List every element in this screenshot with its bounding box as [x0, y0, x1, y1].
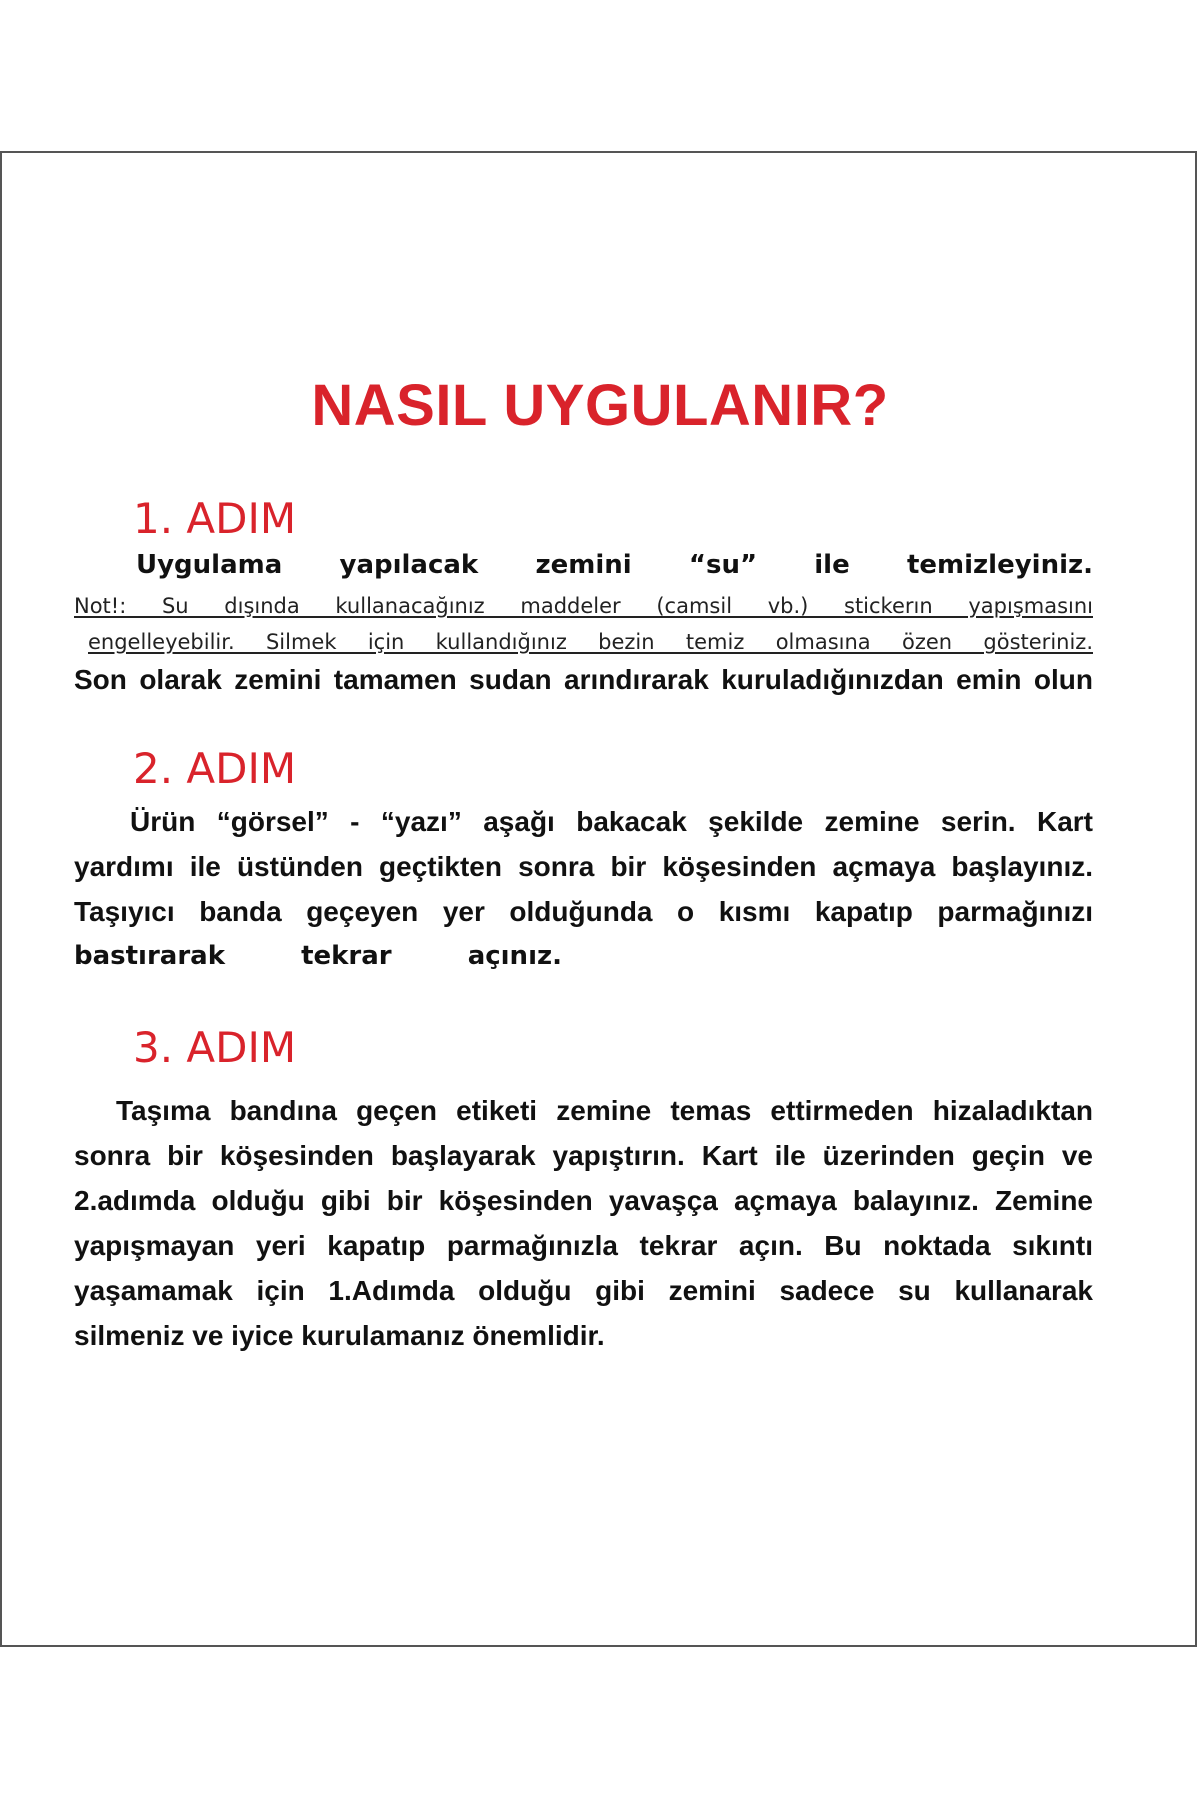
step-3-heading: 3. ADIM — [133, 1023, 297, 1072]
step-2-body — [74, 799, 1093, 979]
step-3-line-6: silmeniz ve iyice kurulamanız önemlidir. — [74, 1320, 605, 1351]
step-3-line-5: yaşamamak için 1.Adımda olduğu gibi zemini sadece su kullanarak — [74, 1275, 1093, 1306]
step-1-note — [74, 588, 1093, 660]
step-2-heading: 2. ADIM — [133, 744, 297, 793]
step-2-line-4: bastırarak tekrar açınız. — [74, 941, 562, 971]
step-1-heading: 1. ADIM — [133, 494, 297, 543]
step-3-line-1: Taşıma bandına geçen etiketi zemine temas ettirmeden hizaladıktan — [116, 1095, 1093, 1126]
step-1-intro — [74, 548, 1093, 582]
step-1-final-line: Son olarak zemini tamamen sudan arındırarak kuruladığınızdan emin olun — [74, 664, 1093, 695]
step-2-line-3: Taşıyıcı banda geçeyen yer olduğunda o kısmı kapatıp parmağınızı — [74, 896, 1093, 927]
step-3-body — [74, 1088, 1093, 1358]
step-1-final — [74, 660, 1093, 700]
page-title: NASIL UYGULANIR? — [311, 373, 889, 438]
step-1-note-line-2: engelleyebilir. Silmek için kullandığınız bezin temiz olmasına özen gösteriniz. — [88, 630, 1093, 654]
step-1-intro-line: Uygulama yapılacak zemini “su” ile temizleyiniz. — [136, 550, 1093, 580]
step-2-line-2: yardımı ile üstünden geçtikten sonra bir köşesinden açmaya başlayınız. — [74, 851, 1093, 882]
step-3-line-4: yapışmayan yeri kapatıp parmağınızla tekrar açın. Bu noktada sıkıntı — [74, 1230, 1093, 1261]
step-1-note-line-1: Not!: Su dışında kullanacağınız maddeler (camsil vb.) stickerın yapışmasını — [74, 594, 1093, 618]
step-2-line-1: Ürün “görsel” - “yazı” aşağı bakacak şekilde zemine serin. Kart — [130, 806, 1093, 837]
step-3-line-2: sonra bir köşesinden başlayarak yapıştırın. Kart ile üzerinden geçin ve — [74, 1140, 1093, 1171]
step-3-line-3: 2.adımda olduğu gibi bir köşesinden yavaşça açmaya balayınız. Zemine — [74, 1185, 1093, 1216]
